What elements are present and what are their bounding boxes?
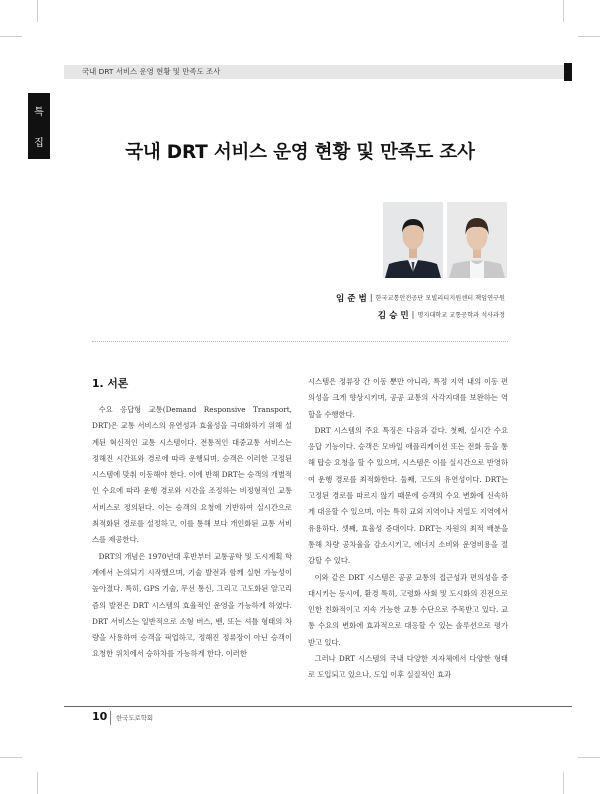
paragraph: 시스템은 정류장 간 이동 뿐만 아니라, 특정 지역 내의 이동 편의성을 크게 향상시키며, 공공 교통의 사각지대를 보완하는 역할을 수행한다.: [308, 377, 508, 419]
page-number: 10: [92, 710, 108, 723]
tab-char-1: 특: [34, 107, 44, 118]
crop-mark: [37, 0, 38, 22]
journal-name: 한국도로학회: [116, 714, 154, 722]
paragraph: DRT 시스템의 주요 특징은 다음과 같다. 첫째, 실시간 수요 응답 기능이다. 승객은 모바일 애플리케이션 또는 전화 등을 통해 탑승 요청을 할 수 있으며, 시스템은 이를 실시간으로 반영하여 운행 경로를 최적화한다. 둘째, 고도의 유연성이다. DRT는 고정된 경로를 따르지 않기 때문에 승객의 수요 변화에 신속하게 대응할 수 있으며, 이는 특히 교외 지역이나 저밀도 지역에서 유용하다. 셋째, 효율성 증대이다. DRT는 자원의 최적 배분을 통해 차량 공차율을 감소시키고, 에너지 소비와 운영비용을 절감할 수 있다.: [308, 425, 508, 566]
tab-char-2: 집: [34, 138, 44, 149]
body-column-left: [92, 402, 292, 663]
author-entry: [336, 289, 505, 306]
running-header: [64, 65, 572, 79]
crop-mark: [37, 772, 38, 794]
author-affiliation: 한국교통안전공단 모빌리티지원센터 책임연구원: [375, 295, 505, 302]
author-name: 임 준 범: [335, 293, 367, 304]
author-list: [336, 289, 505, 323]
author-entry: [336, 306, 505, 323]
separator: |: [411, 310, 415, 319]
crop-mark: [0, 36, 22, 37]
paragraph: 그러나 DRT 시스템의 국내 다양한 지자체에서 다양한 형태로 도입되고 있으나, 도입 이후 실질적인 효과: [308, 654, 508, 680]
paragraph: 이와 같은 DRT 시스템은 공공 교통의 접근성과 편의성을 증대시키는 동시에, 환경 특히, 고령화 사회 및 도시화의 진전으로 인한 친화적이고 지속 가능한 교통 수단으로 주목받고 있다. 교통 수요의 변화에 효과적으로 대응할 수 있는 솔루션으로 평가받고 있다.: [308, 572, 508, 647]
crop-mark: [578, 757, 600, 758]
crop-mark: [563, 772, 564, 794]
header-marker: [564, 63, 572, 81]
paragraph: 수요 응답형 교통(Demand Responsive Transport, DRT)은 교통 서비스의 유연성과 효율성을 극대화하기 위해 설계된 혁신적인 교통 시스템이다. 전통적인 대중교통 서비스는 정해진 시간표와 경로에 따라 운행되며, 승객은 이러한 고정된 시스템에 맞춰 이동해야 한다. 이에 반해 DRT는 승객의 개별적인 수요에 따라 운행 경로와 시간을 조정하는 비정형적인 교통 서비스로 정의된다. 이는 승객의 요청에 기반하여 실시간으로 최적화된 경로를 설정하고, 이를 통해 보다 개인화된 교통 서비스를 제공한다.: [92, 405, 292, 545]
article-title: 국내 DRT 서비스 운영 현황 및 만족도 조사: [125, 142, 475, 163]
crop-mark: [563, 0, 564, 22]
author-affiliation: 명지대학교 교통공학과 석사과정: [417, 312, 505, 319]
footer-separator: [110, 711, 111, 725]
body-column-right: [308, 374, 508, 684]
paragraph: DRT의 개념은 1970년대 후반부터 교통공학 및 도시계획 학계에서 논의되기 시작했으며, 기술 발전과 함께 실현 가능성이 높아졌다. 특히, GPS 기술, 무선 통신, 그리고 고도화된 알고리즘의 발전은 DRT 시스템의 효율적인 운영을 가능하게 하였다. DRT 서비스는 일반적으로 소형 버스, 밴, 또는 셔틀 형태의 차량을 사용하여 승객을 픽업하고, 정해진 정류장이 아닌 승객이 요청한 위치에서 승하차를 가능하게 한다. 이러한: [92, 551, 292, 659]
divider: [92, 341, 508, 342]
author-photo: [447, 202, 507, 278]
crop-mark: [0, 757, 22, 758]
separator: |: [369, 293, 373, 302]
author-photo: [383, 202, 443, 278]
crop-mark: [578, 36, 600, 37]
footer-rule: [64, 706, 572, 707]
author-name: 김 승 민: [377, 310, 409, 321]
running-header-title: 국내 DRT 서비스 운영 현황 및 만족도 조사: [82, 67, 221, 76]
section-heading: 1. 서론: [92, 377, 129, 390]
